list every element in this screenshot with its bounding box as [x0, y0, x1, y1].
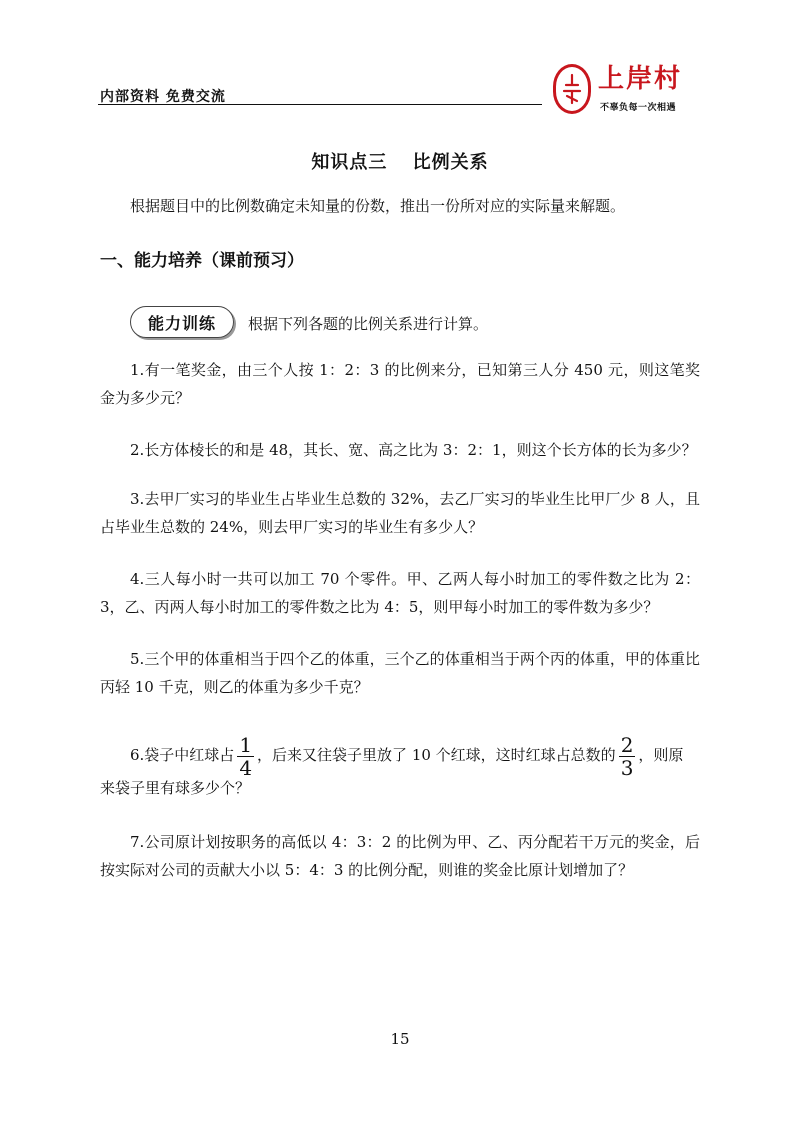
fraction-one-quarter: [237, 734, 254, 779]
problem-6-part3: ，则原: [638, 746, 684, 764]
header-left-text: 内部资料 免费交流: [100, 89, 226, 105]
problem-6-part1: 6.袋子中红球占: [130, 746, 235, 764]
problem-6-part2: ，后来又往袋子里放了 10 个红球，这时红球占总数的: [257, 746, 616, 764]
page-number: 15: [390, 1030, 410, 1048]
problem-7: 7.公司原计划按职务的高低以 4：3：2 的比例为甲、乙、丙分配若干万元的奖金，后按实际对公司的贡献大小以 5：4：3 的比例分配，则谁的奖金比原计划增加了？: [100, 833, 700, 879]
training-badge: 能力训练: [130, 306, 234, 338]
fraction-numerator: 1: [239, 732, 253, 757]
brand-seal-icon: [553, 64, 591, 114]
problem-1: 1.有一笔奖金，由三个人按 1：2：3 的比例来分，已知第三人分 450 元，则这笔奖金为多少元？: [100, 361, 700, 407]
fraction-two-thirds: [619, 734, 636, 779]
intro-text: 根据题目中的比例数确定未知量的份数，推出一份所对应的实际量来解题。: [130, 197, 626, 215]
page-title: 知识点三 比例关系: [311, 152, 489, 173]
brand-name: 上岸村: [598, 64, 683, 94]
brand-slogan: 不辜负每一次相遇: [600, 103, 677, 113]
fraction-numerator: 2: [620, 732, 634, 757]
fraction-denominator: 4: [239, 755, 253, 780]
problem-6: [100, 730, 700, 802]
problem-5: 5.三个甲的体重相当于四个乙的体重，三个乙的体重相当于两个丙的体重，甲的体重比丙轻 10 千克，则乙的体重为多少千克？: [100, 650, 700, 696]
fraction-denominator: 3: [620, 755, 634, 780]
problem-2: 2.长方体棱长的和是 48，其长、宽、高之比为 3：2：1，则这个长方体的长为多少？: [130, 441, 697, 459]
section-heading: 一、能力培养（课前预习）: [100, 251, 304, 271]
problem-4: 4.三人每小时一共可以加工 70 个零件。甲、乙两人每小时加工的零件数之比为 2：3，乙、丙两人每小时加工的零件数之比为 4：5，则甲每小时加工的零件数为多少？: [100, 570, 700, 616]
problem-3: 3.去甲厂实习的毕业生占毕业生总数的 32%，去乙厂实习的毕业生比甲厂少 8 人，且占毕业生总数的 24%，则去甲厂实习的毕业生有多少人？: [100, 490, 700, 536]
training-instruction: 根据下列各题的比例关系进行计算。: [248, 315, 489, 333]
problem-6-part4: 来袋子里有球多少个？: [100, 779, 251, 797]
header-rule: [98, 104, 542, 105]
